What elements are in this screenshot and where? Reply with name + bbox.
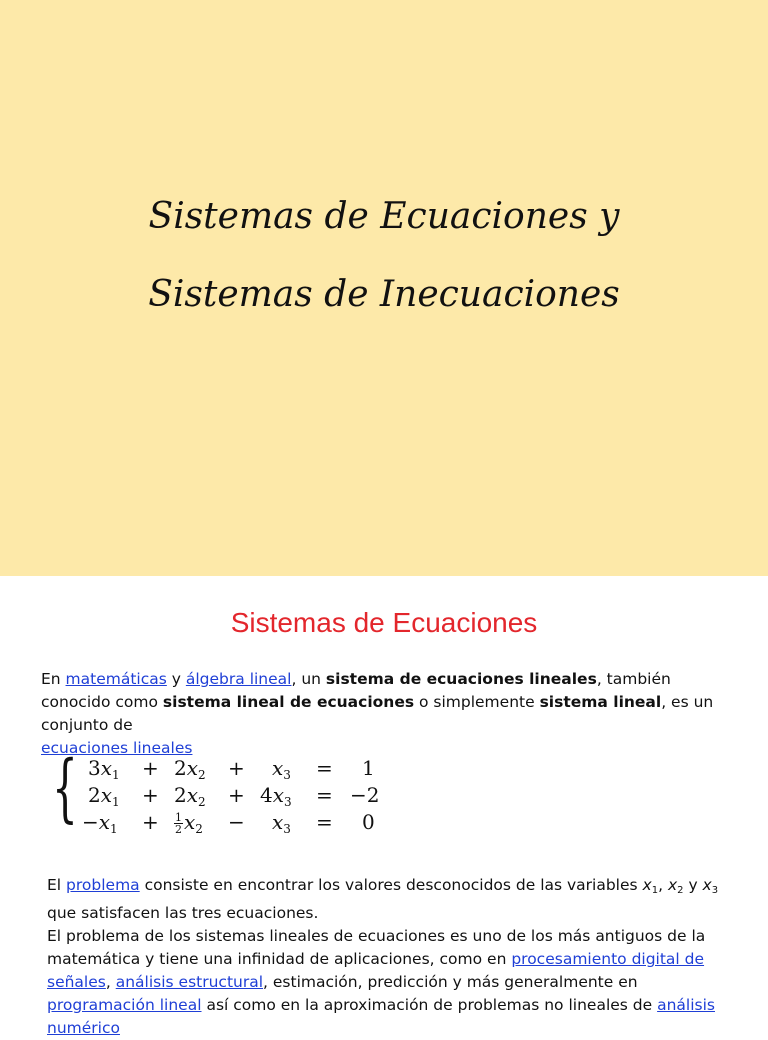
text: , estimación, predicción y más generalmente en [263, 973, 638, 991]
link-programacion-lineal[interactable]: programación lineal [47, 996, 202, 1014]
rhs: −2 [350, 783, 380, 807]
text: , [658, 876, 668, 894]
operator: + [142, 810, 159, 834]
term-a: $3x_1$ [88, 756, 120, 782]
term-c: $4x_3$ [260, 783, 292, 809]
link-algebra-lineal[interactable]: álgebra lineal [185, 670, 292, 688]
link-problema[interactable]: problema [66, 876, 140, 894]
text: o simplemente [414, 693, 540, 711]
operator: + [142, 756, 159, 780]
text: y [683, 876, 703, 894]
text: El [47, 876, 67, 894]
text: , [105, 973, 116, 991]
rhs: 0 [362, 810, 375, 834]
problem-paragraph [47, 874, 737, 1040]
text: que satisfacen las tres ecuaciones. [47, 904, 319, 922]
text: , también conocido como [41, 670, 671, 711]
link-matematicas[interactable]: matemáticas [65, 670, 167, 688]
subscript: 3 [711, 885, 719, 896]
term-b: $\frac{1}{2}$ $x_2$ [175, 810, 203, 836]
rhs: 1 [362, 756, 375, 780]
text: y [166, 670, 186, 688]
term-c: $x_3$ [272, 756, 291, 782]
variable: x [702, 876, 712, 894]
content-slide [0, 576, 768, 1037]
definition-paragraph [41, 668, 731, 760]
text: consiste en encontrar los valores desconocidos de las variables [139, 876, 643, 894]
term-a: $2x_1$ [88, 783, 120, 809]
text: , es un conjunto de [41, 693, 714, 734]
text: El problema de los sistemas lineales de ecuaciones es uno de los más antiguos de la matemática y tiene una infinidad de aplicaciones, como en [47, 927, 706, 968]
link-ecuaciones-lineales[interactable]: ecuaciones lineales [41, 739, 193, 757]
equals-sign: = [316, 810, 333, 834]
equals-sign: = [316, 756, 333, 780]
text: así como en la aproximación de problemas no lineales de [201, 996, 658, 1014]
operator: + [228, 783, 245, 807]
text: En [41, 670, 66, 688]
link-analisis-numerico[interactable]: análisis numérico [47, 996, 715, 1037]
bold-term: sistema lineal de ecuaciones [162, 693, 415, 711]
variable: x [667, 876, 678, 894]
operator: − [228, 810, 245, 834]
subscript: 1 [651, 885, 659, 896]
fraction: $\frac{1}{2}$ [175, 811, 182, 836]
subscript: 2 [677, 885, 684, 896]
operator: + [142, 783, 159, 807]
title-line-1: Sistemas de Ecuaciones y [148, 196, 620, 237]
left-brace: { [52, 745, 78, 831]
link-analisis-estructural[interactable]: análisis estructural [115, 973, 264, 991]
text: , un [291, 670, 326, 688]
bold-term: sistema lineal [539, 693, 662, 711]
variable: x [642, 876, 652, 894]
bold-term: sistema de ecuaciones lineales [325, 670, 597, 688]
operator: + [228, 756, 245, 780]
section-heading: Sistemas de Ecuaciones [230, 607, 538, 638]
title-line-2: Sistemas de Inecuaciones [148, 274, 620, 315]
link-procesamiento-digital[interactable]: procesamiento digital de señales [47, 950, 705, 991]
equals-sign: = [316, 783, 333, 807]
term-c: $x_3$ [272, 810, 291, 836]
term-a: $-x_1$ [82, 810, 118, 836]
term-b: $2x_2$ [174, 783, 206, 809]
term-b: $2x_2$ [174, 756, 206, 782]
